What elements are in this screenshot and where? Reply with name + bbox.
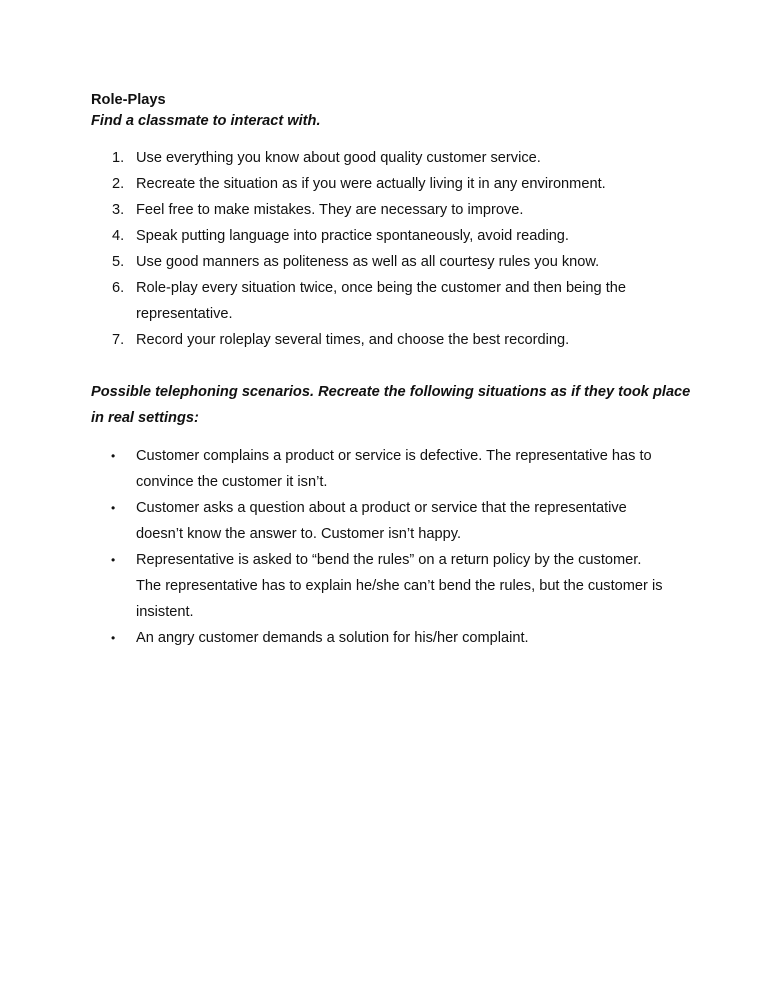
- page-title: Role-Plays: [91, 92, 166, 108]
- list-item: [91, 495, 669, 547]
- item-text: Record your roleplay several times, and choose the best recording.: [136, 332, 570, 348]
- item-text: Role-play every situation twice, once being the customer and then being the representative.: [136, 280, 626, 322]
- item-number: 1.: [112, 150, 125, 166]
- instructions-list: [91, 145, 691, 353]
- bullet-icon: •: [111, 449, 116, 463]
- item-number: 2.: [112, 176, 125, 192]
- list-item: [91, 249, 681, 275]
- item-text: Use good manners as politeness as well as all courtesy rules you know.: [136, 254, 600, 270]
- list-item: [91, 171, 681, 197]
- item-text: Customer asks a question about a product or service that the representative doesn’t know the answer to. Customer isn’t happy.: [136, 500, 627, 542]
- list-item: [91, 625, 669, 651]
- item-text: An angry customer demands a solution for his/her complaint.: [136, 630, 529, 646]
- item-text: Speak putting language into practice spontaneously, avoid reading.: [136, 228, 569, 244]
- item-number: 4.: [112, 228, 125, 244]
- item-number: 6.: [112, 280, 125, 296]
- item-text: Feel free to make mistakes. They are necessary to improve.: [136, 202, 524, 218]
- bullet-icon: •: [111, 501, 116, 515]
- item-text: Representative is asked to “bend the rules” on a return policy by the customer. The representative has to explain he/she can’t bend the rules, but the customer is insistent.: [136, 552, 663, 620]
- page-subtitle: Find a classmate to interact with.: [91, 113, 321, 129]
- list-item: [91, 275, 681, 327]
- item-text: Recreate the situation as if you were actually living it in any environment.: [136, 176, 606, 192]
- item-text: Use everything you know about good quality customer service.: [136, 150, 541, 166]
- scenarios-heading: Possible telephoning scenarios. Recreate the following situations as if they took place in real settings:: [91, 384, 691, 426]
- bullet-icon: •: [111, 631, 116, 645]
- document-page: [91, 87, 691, 651]
- list-item: [91, 443, 669, 495]
- scenarios-list: [91, 443, 691, 651]
- item-number: 7.: [112, 332, 125, 348]
- list-item: [91, 197, 681, 223]
- item-text: Customer complains a product or service is defective. The representative has to convince the customer it isn’t.: [136, 448, 652, 490]
- item-number: 3.: [112, 202, 125, 218]
- list-item: [91, 145, 681, 171]
- bullet-icon: •: [111, 553, 116, 567]
- list-item: [91, 223, 681, 249]
- list-item: [91, 547, 669, 625]
- list-item: [91, 327, 681, 353]
- item-number: 5.: [112, 254, 125, 270]
